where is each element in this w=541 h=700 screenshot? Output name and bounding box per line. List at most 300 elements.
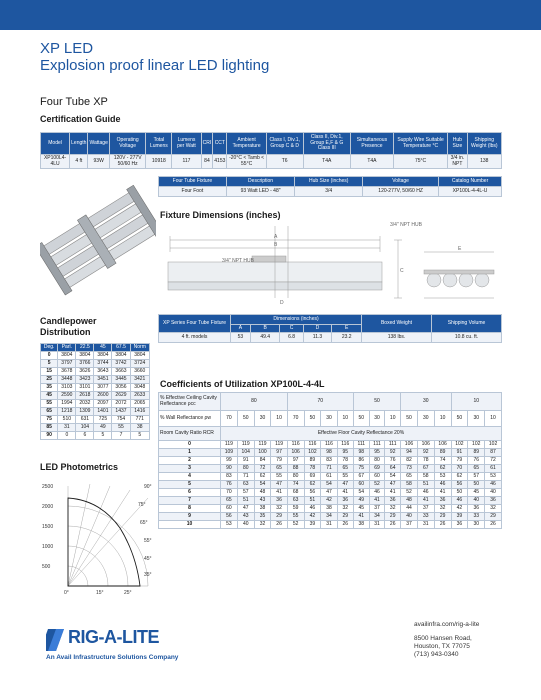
cu-cell: 63 (287, 497, 304, 505)
fixture-cell-1: 93 Watt LED - 48" (226, 187, 295, 197)
cu-cell: 41 (271, 489, 287, 497)
dim-value-0: 53 (231, 333, 251, 343)
cu-cell: 29 (434, 513, 451, 521)
cp-cell: 631 (76, 416, 94, 424)
cu-cell: 47 (385, 481, 401, 489)
cp-cell: 725 (94, 416, 112, 424)
cu-cell: 26 (434, 521, 451, 529)
cu-cell: 32 (385, 505, 401, 513)
cu-cell: 57 (237, 489, 254, 497)
polar-angle-2: 65° (140, 520, 148, 526)
cu-cell: 102 (485, 441, 502, 449)
cp-cell: 2072 (112, 400, 130, 408)
cu-wall-value-3: 10 (271, 411, 287, 427)
cu-cell: 62 (434, 465, 451, 473)
cu-cell: 38 (321, 505, 337, 513)
fixture-header-0: Four Tube Fixture (159, 177, 227, 187)
cu-cell: 65 (468, 465, 485, 473)
cp-cell: 2600 (94, 392, 112, 400)
cp-cell: 3423 (76, 376, 94, 384)
cu-cell: 92 (385, 449, 401, 457)
dim-npt-hub-top: 3/4" NPT HUB (390, 222, 422, 228)
cu-cell: 55 (271, 473, 287, 481)
cu-row (159, 521, 502, 529)
cu-cell: 34 (321, 513, 337, 521)
cert-cell-7: 4153 (213, 155, 227, 169)
cu-row (159, 505, 502, 513)
cu-cell: 89 (304, 457, 321, 465)
cu-cell: 74 (287, 481, 304, 489)
cert-header-10: Class II, Div.1, Group E,F & G Class III (303, 133, 350, 155)
cu-cell: 34 (369, 513, 385, 521)
cp-row (41, 376, 150, 384)
cu-cell: 63 (237, 481, 254, 489)
cert-header-11: Simultaneous Presence (351, 133, 394, 155)
cu-wall-value-10: 10 (385, 411, 401, 427)
cu-cell: 54 (254, 481, 271, 489)
cu-cell: 111 (369, 441, 385, 449)
dim-letter-e: E (332, 325, 362, 333)
cu-cell: 78 (304, 465, 321, 473)
cu-cell: 41 (417, 497, 434, 505)
cp-cell: 0 (41, 352, 58, 360)
cu-cell: 109 (221, 449, 238, 457)
cert-cell-6: 84 (201, 155, 213, 169)
cu-wall-value-4: 70 (287, 411, 304, 427)
cp-cell: 35 (41, 384, 58, 392)
cu-row (159, 457, 502, 465)
cu-cell: 36 (468, 505, 485, 513)
cp-cell: 65 (41, 408, 58, 416)
cert-header-14: Shipping Weight (lbs) (467, 133, 501, 155)
cu-cell: 10 (159, 521, 221, 529)
cu-row (159, 449, 502, 457)
cu-cell: 26 (485, 521, 502, 529)
cp-cell: 55 (41, 400, 58, 408)
cu-cell: 47 (321, 489, 337, 497)
cu-cell: 80 (237, 465, 254, 473)
cu-cell: 70 (221, 489, 238, 497)
section-four-tube: Four Tube XP (40, 96, 108, 108)
cp-cell: 3742 (112, 360, 130, 368)
cp-cell: 2032 (76, 400, 94, 408)
cu-cell: 71 (237, 473, 254, 481)
cu-cell: 46 (485, 481, 502, 489)
cu-cell: 116 (287, 441, 304, 449)
polar-angle-0: 90° (144, 484, 152, 490)
cu-cell: 41 (434, 489, 451, 497)
cu-cell: 91 (451, 449, 468, 457)
fixture-cell-0: Four Foot (159, 187, 227, 197)
cu-cell: 72 (485, 457, 502, 465)
cp-row (41, 352, 150, 360)
cert-header-9: Class I, Div.1, Group C & D (266, 133, 303, 155)
cu-row (159, 513, 502, 521)
cert-cell-1: 4 ft (70, 155, 88, 169)
cu-cell: 68 (287, 489, 304, 497)
cu-cell: 26 (271, 521, 287, 529)
cu-cell: 58 (401, 481, 418, 489)
cp-header-0: Deg. (41, 344, 58, 352)
cp-cell: 55 (112, 424, 130, 432)
cu-cell: 54 (353, 489, 369, 497)
cp-cell: 1401 (94, 408, 112, 416)
cp-cell: 3724 (130, 360, 149, 368)
cu-cell: 60 (221, 505, 238, 513)
cu-row (159, 441, 502, 449)
cu-cell: 41 (385, 489, 401, 497)
cp-row (41, 416, 150, 424)
cu-wall-value-7: 10 (337, 411, 353, 427)
cu-cell: 102 (468, 441, 485, 449)
cu-cell: 87 (485, 449, 502, 457)
cu-cell: 42 (304, 513, 321, 521)
cu-ceiling-group-0: 80 (221, 393, 288, 411)
cu-cell: 53 (485, 473, 502, 481)
polar-angle-1: 75° (138, 502, 146, 508)
cu-cell: 32 (337, 505, 353, 513)
cu-cell: 49 (353, 497, 369, 505)
cu-cell: 99 (221, 457, 238, 465)
cu-wall-label: % Wall Reflectance ρw (159, 411, 221, 427)
cu-cell: 31 (417, 521, 434, 529)
cu-cell: 53 (221, 521, 238, 529)
dim-series-label: XP Series Four Tube Fixture (159, 315, 231, 333)
dim-row-label: 4 ft. models (159, 333, 231, 343)
dimensions-table (158, 314, 502, 343)
cp-cell: 754 (112, 416, 130, 424)
cp-cell: 85 (41, 424, 58, 432)
cu-cell: 53 (434, 473, 451, 481)
dim-value-4: 23.2 (332, 333, 362, 343)
cu-cell: 32 (485, 505, 502, 513)
cert-header-12: Supply Wire Suitable Temperature °C (393, 133, 447, 155)
cu-cell: 7 (159, 497, 221, 505)
dim-label-a: A (274, 234, 278, 240)
cu-cell: 69 (369, 465, 385, 473)
cp-cell: 3056 (112, 384, 130, 392)
cp-row (41, 424, 150, 432)
cu-cell: 36 (385, 497, 401, 505)
cu-cell: 52 (287, 521, 304, 529)
cert-header-13: Hub Size (448, 133, 467, 155)
cp-cell: 3804 (58, 352, 76, 360)
cu-cell: 32 (271, 505, 287, 513)
cu-cell: 71 (321, 465, 337, 473)
cert-cell-13: 3/4 in. NPT (448, 155, 467, 169)
fixture-cell-4: XP100L-4-4L-U (439, 187, 502, 197)
fixture-product-image (40, 176, 156, 301)
cp-cell: 7 (112, 432, 130, 440)
dim-letter-d: D (303, 325, 332, 333)
fixture-header-3: Voltage (363, 177, 439, 187)
cu-cell: 76 (221, 481, 238, 489)
cu-cell: 70 (451, 465, 468, 473)
polar-y-tick-2: 1500 (42, 524, 54, 530)
cu-table (158, 392, 502, 529)
cu-cell: 0 (159, 441, 221, 449)
cu-cell: 56 (221, 513, 238, 521)
cp-header-4: 67.5 (112, 344, 130, 352)
cu-cell: 65 (271, 465, 287, 473)
footer-website[interactable]: availinfra.com/rig-a-lite (414, 621, 480, 628)
cp-cell: 2629 (112, 392, 130, 400)
cu-cell: 111 (353, 441, 369, 449)
dimension-drawing (162, 218, 502, 310)
cu-cell: 31 (369, 521, 385, 529)
cp-cell: 771 (130, 416, 149, 424)
cp-cell: 45 (41, 392, 58, 400)
cu-cell: 38 (353, 521, 369, 529)
cu-cell: 65 (221, 497, 238, 505)
cp-cell: 5 (94, 432, 112, 440)
cu-cell: 43 (254, 497, 271, 505)
section-candlepower: Candlepower (40, 316, 97, 326)
polar-bottom-2: 25° (124, 590, 132, 596)
cp-cell: 1218 (58, 408, 76, 416)
cert-header-8: Ambient Temperature (227, 133, 266, 155)
cp-cell: 15 (41, 368, 58, 376)
dim-value-3: 11.3 (303, 333, 332, 343)
polar-angle-5: 35° (144, 572, 152, 578)
cu-cell: 29 (337, 513, 353, 521)
cp-cell: 3744 (94, 360, 112, 368)
footer-address-2: Houston, TX 77075 (414, 643, 470, 651)
certification-table (40, 132, 502, 169)
cp-cell: 3101 (76, 384, 94, 392)
cp-cell: 2618 (76, 392, 94, 400)
footer-phone: (713) 943-0340 (414, 651, 459, 659)
cu-cell: 106 (417, 441, 434, 449)
cu-wall-value-12: 30 (417, 411, 434, 427)
dim-npt-hub-left: 3/4" NPT HUB (222, 258, 254, 264)
cu-ceiling-label: % Effective Ceiling Cavity Reflectance ρcc (159, 393, 221, 411)
polar-y-tick-3: 1000 (42, 544, 54, 550)
cu-cell: 6 (159, 489, 221, 497)
cu-cell: 92 (417, 449, 434, 457)
cu-cell: 50 (468, 481, 485, 489)
cert-cell-9: T6 (266, 155, 303, 169)
cu-cell: 67 (353, 473, 369, 481)
cu-cell: 47 (271, 481, 287, 489)
cp-cell: 3048 (130, 384, 149, 392)
cu-cell: 39 (451, 513, 468, 521)
cu-wall-value-14: 50 (451, 411, 468, 427)
cu-cell: 38 (254, 505, 271, 513)
cert-header-3: Operating Voltage (109, 133, 146, 155)
page-subtitle: Explosion proof linear LED lighting (40, 57, 270, 74)
cu-cell: 83 (321, 457, 337, 465)
cu-cell: 64 (385, 465, 401, 473)
cu-wall-value-2: 30 (254, 411, 271, 427)
cp-cell: 2065 (130, 400, 149, 408)
cu-cell: 83 (221, 473, 238, 481)
top-bar (0, 0, 541, 30)
cu-cell: 95 (337, 449, 353, 457)
cp-cell: 3804 (76, 352, 94, 360)
cp-row (41, 368, 150, 376)
cp-header-5: Norm (130, 344, 149, 352)
cp-cell: 31 (58, 424, 76, 432)
cu-cell: 51 (417, 481, 434, 489)
cu-cell: 41 (369, 497, 385, 505)
cp-cell: 5 (130, 432, 149, 440)
cu-cell: 26 (385, 521, 401, 529)
cp-row (41, 384, 150, 392)
cp-cell: 2097 (94, 400, 112, 408)
cu-cell: 74 (434, 457, 451, 465)
cp-cell: 75 (41, 416, 58, 424)
cu-cell: 31 (321, 521, 337, 529)
cu-cell: 98 (321, 449, 337, 457)
cu-row (159, 481, 502, 489)
cu-cell: 41 (353, 513, 369, 521)
cp-cell: 3663 (112, 368, 130, 376)
cu-cell: 62 (451, 473, 468, 481)
cu-cell: 42 (321, 497, 337, 505)
cp-row (41, 432, 150, 440)
cp-cell: 3421 (130, 376, 149, 384)
cu-cell: 116 (304, 441, 321, 449)
cu-cell: 44 (401, 505, 418, 513)
cp-cell: 510 (58, 416, 76, 424)
cu-cell: 26 (337, 521, 353, 529)
cp-header-1: Parl. (58, 344, 76, 352)
logo-subtitle: An Avail Infrastructure Solutions Company (46, 654, 179, 661)
candlepower-table (40, 343, 150, 440)
cu-cell: 78 (417, 457, 434, 465)
cert-header-4: Total Lumens (146, 133, 172, 155)
cu-cell: 61 (321, 473, 337, 481)
cu-cell: 40 (237, 521, 254, 529)
cu-cell: 40 (401, 513, 418, 521)
cu-cell: 100 (254, 449, 271, 457)
dim-letter-b: B (250, 325, 280, 333)
cu-cell: 60 (353, 481, 369, 489)
fixture-table (158, 176, 502, 197)
cu-cell: 5 (159, 481, 221, 489)
cp-row (41, 360, 150, 368)
cp-cell: 3797 (58, 360, 76, 368)
cu-cell: 36 (434, 497, 451, 505)
cp-cell: 104 (76, 424, 94, 432)
cu-cell: 60 (369, 473, 385, 481)
dim-label-c: C (400, 268, 404, 274)
dim-label-b: B (274, 242, 278, 248)
fixture-cell-3: 120-277V, 50/60 HZ (363, 187, 439, 197)
cu-cell: 76 (385, 457, 401, 465)
cert-cell-8: -20°C < Tamb < 55°C (227, 155, 266, 169)
cp-cell: 0 (58, 432, 76, 440)
footer-address-1: 8500 Hansen Road, (414, 635, 472, 643)
cp-cell: 3678 (58, 368, 76, 376)
cu-cell: 51 (237, 497, 254, 505)
polar-angle-3: 55° (144, 538, 152, 544)
cu-cell: 75 (353, 465, 369, 473)
cu-cell: 119 (254, 441, 271, 449)
cu-cell: 8 (159, 505, 221, 513)
cu-ceiling-group-4: 10 (451, 393, 502, 411)
dim-boxed-weight: 138 lbs. (362, 333, 432, 343)
dim-label-d: D (280, 300, 284, 306)
cu-wall-row (159, 411, 502, 427)
cu-rcr-row (159, 427, 502, 441)
cu-cell: 88 (287, 465, 304, 473)
cp-cell: 2590 (58, 392, 76, 400)
cu-wall-value-1: 50 (237, 411, 254, 427)
cu-cell: 48 (254, 489, 271, 497)
cu-cell: 62 (254, 473, 271, 481)
cert-cell-12: 75°C (393, 155, 447, 169)
cu-row (159, 465, 502, 473)
cu-ceiling-group-1: 70 (287, 393, 353, 411)
cu-cell: 116 (321, 441, 337, 449)
dim-dimensions-label: Dimensions (inches) (231, 315, 362, 325)
cu-cell: 33 (417, 513, 434, 521)
cu-cell: 95 (369, 449, 385, 457)
cu-cell: 52 (401, 489, 418, 497)
cu-cell: 48 (401, 497, 418, 505)
cu-cell: 45 (353, 505, 369, 513)
cp-cell: 3766 (76, 360, 94, 368)
cu-cell: 39 (304, 521, 321, 529)
cp-cell: 3626 (76, 368, 94, 376)
cu-cell: 37 (401, 521, 418, 529)
polar-y-tick-4: 500 (42, 564, 51, 570)
cu-wall-value-6: 30 (321, 411, 337, 427)
cu-cell: 69 (304, 473, 321, 481)
section-candlepower-2: Distribution (40, 327, 91, 337)
cu-wall-value-5: 50 (304, 411, 321, 427)
cu-cell: 62 (304, 481, 321, 489)
cp-cell: 3643 (94, 368, 112, 376)
cu-cell: 46 (369, 489, 385, 497)
cert-cell-11: T4A (351, 155, 394, 169)
cu-rcr-label: Room Cavity Ratio RCR (159, 427, 221, 441)
cert-cell-5: 117 (172, 155, 201, 169)
cu-cell: 35 (254, 513, 271, 521)
cu-cell: 29 (271, 513, 287, 521)
cu-cell: 78 (337, 457, 353, 465)
cu-ceiling-row (159, 393, 502, 411)
cu-cell: 36 (485, 497, 502, 505)
cp-cell: 25 (41, 376, 58, 384)
cu-cell: 80 (287, 473, 304, 481)
cp-cell: 3448 (58, 376, 76, 384)
cu-wall-value-16: 10 (485, 411, 502, 427)
cu-cell: 50 (451, 489, 468, 497)
cp-cell: 6 (76, 432, 94, 440)
cert-cell-10: T4A (303, 155, 350, 169)
cu-ceiling-group-2: 50 (353, 393, 400, 411)
cu-cell: 79 (271, 457, 287, 465)
cu-cell: 56 (304, 489, 321, 497)
cu-cell: 54 (321, 481, 337, 489)
dim-letter-a: A (231, 325, 251, 333)
cu-cell: 76 (468, 457, 485, 465)
cu-cell: 89 (468, 449, 485, 457)
section-fixture-dimensions: Fixture Dimensions (inches) (160, 210, 281, 220)
cu-cell: 65 (337, 465, 353, 473)
cp-cell: 3660 (130, 368, 149, 376)
fixture-header-1: Description (226, 177, 295, 187)
cu-wall-value-11: 50 (401, 411, 418, 427)
cp-cell: 90 (41, 432, 58, 440)
cu-cell: 116 (337, 441, 353, 449)
cu-cell: 97 (271, 449, 287, 457)
dim-shipping-volume: 10.8 cu. ft. (432, 333, 502, 343)
cu-cell: 59 (287, 505, 304, 513)
